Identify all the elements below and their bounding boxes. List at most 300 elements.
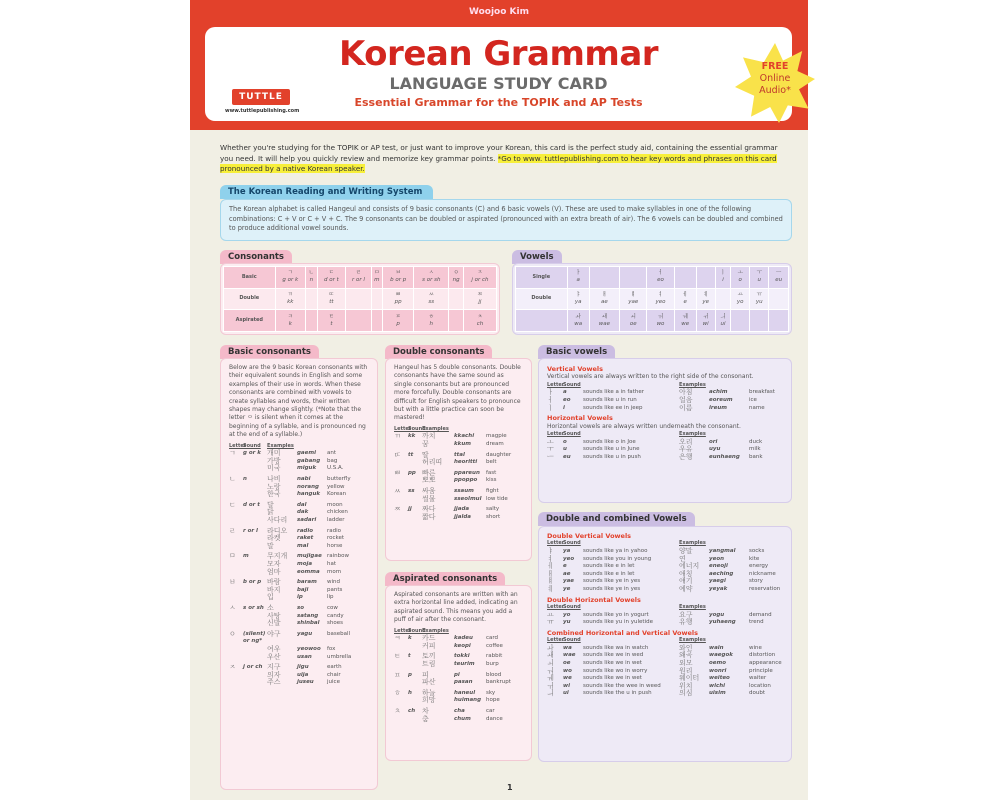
example-korean: 딸 — [422, 450, 429, 459]
spacer — [229, 672, 243, 680]
spacer — [243, 569, 267, 577]
example-romanization: yuhaeng — [709, 619, 736, 626]
example-korean: 꿈 — [422, 440, 429, 449]
example-korean: 얼음 — [679, 396, 693, 404]
example-meaning: kiss — [486, 477, 497, 484]
letter: ㅒ — [547, 577, 554, 586]
table-cell — [769, 288, 789, 310]
example-meaning: candy — [327, 612, 344, 619]
example-korean: 야구 — [267, 629, 281, 638]
letter: ㅕ — [547, 554, 554, 563]
example-romanization: satang — [297, 612, 319, 619]
sound: n — [243, 476, 247, 483]
spacer — [709, 431, 749, 439]
subtitle: LANGUAGE STUDY CARD — [389, 74, 608, 93]
hangeul-letter: ㅁ — [374, 270, 380, 277]
sound-description: sounds like we in wed — [583, 652, 644, 659]
spacer — [229, 679, 243, 687]
example-romanization: ttal — [454, 451, 465, 458]
example-korean: 싸움 — [422, 487, 436, 495]
example-korean: 한국 — [267, 490, 281, 499]
table-cell — [674, 288, 696, 310]
spacer — [229, 509, 243, 517]
hangeul-letter: ㅠ — [756, 291, 762, 298]
example-romanization: uyu — [709, 446, 721, 453]
example-romanization: ireum — [709, 404, 727, 411]
spacer — [229, 646, 243, 654]
letter: ㅑ — [547, 547, 554, 555]
double-consonants-examples — [394, 426, 523, 525]
table-cell — [647, 288, 674, 310]
sound-description: sounds like ye in yes — [583, 578, 641, 585]
example-korean: 바람 — [267, 578, 281, 587]
sound-description: sounds like ya in yahoo — [583, 548, 648, 554]
spacer — [408, 697, 422, 705]
example-romanization: yangmal — [709, 548, 736, 554]
example-meaning: juice — [327, 679, 340, 686]
column-header: Sound — [563, 637, 581, 644]
romanization: m — [374, 277, 380, 284]
column-header: Examples — [679, 637, 706, 644]
example-korean: 에너지 — [679, 562, 700, 571]
example-meaning: butterfly — [327, 476, 351, 483]
spacer — [229, 569, 243, 577]
hangeul-letter: ㄷ — [328, 270, 335, 277]
consonants-table-box — [220, 263, 500, 335]
row-label — [516, 310, 568, 332]
row-gap — [229, 687, 369, 690]
sound: eo — [563, 397, 571, 403]
hangeul-letter: ㅋ — [287, 313, 293, 320]
example-romanization: tokki — [454, 653, 470, 660]
example-korean: 와인 — [679, 643, 693, 652]
hangeul-letter: ㅍ — [395, 313, 401, 320]
example-meaning: car — [486, 707, 495, 714]
romanization: a — [576, 277, 580, 284]
example-korean: 말 — [267, 541, 274, 550]
sound-description: sounds like u in June — [583, 446, 640, 453]
example-meaning: salty — [486, 506, 500, 513]
example-korean: 짜다 — [422, 505, 436, 514]
spacer — [229, 465, 243, 473]
romanization: ye — [702, 298, 709, 305]
example-romanization: dak — [297, 509, 309, 516]
example-romanization: yeyak — [709, 585, 728, 592]
letter: ㅣ — [547, 403, 554, 412]
sound-description: sounds like e in let — [583, 563, 635, 570]
sound: kk — [408, 433, 416, 440]
example-meaning: baseball — [327, 630, 351, 637]
example-meaning: belt — [486, 459, 497, 466]
romanization: kk — [287, 298, 294, 305]
table-cell — [463, 310, 496, 332]
example-korean: 이름 — [679, 403, 693, 412]
example-meaning: appearance — [749, 659, 782, 666]
table-cell — [317, 267, 346, 289]
example-romanization: achim — [709, 389, 728, 396]
example-romanization: teurim — [454, 661, 475, 667]
example-meaning: horse — [327, 542, 343, 549]
example-meaning: ladder — [327, 517, 345, 523]
letter: ㅌ — [394, 652, 401, 661]
vowel-examples — [547, 540, 783, 593]
table-row — [516, 288, 789, 310]
example-romanization: yeon — [709, 555, 725, 562]
letter: ㅘ — [547, 643, 554, 652]
table-cell — [620, 267, 647, 289]
example-meaning: breakfast — [749, 389, 775, 396]
hangeul-letter: ㅙ — [601, 313, 608, 320]
spacer — [486, 628, 523, 636]
romanization: h — [429, 320, 434, 327]
spacer — [243, 679, 267, 687]
example-meaning: duck — [749, 438, 763, 445]
example-romanization: haneul — [454, 689, 476, 696]
hangeul-letter: ㅎ — [428, 313, 434, 320]
spacer — [408, 661, 422, 669]
spacer — [583, 637, 679, 645]
sound-description: sounds like wa in watch — [583, 644, 649, 651]
romanization: g or k — [282, 277, 299, 284]
table-cell — [750, 288, 769, 310]
hangeul-letter: ㅜ — [756, 270, 762, 277]
letter: ㅖ — [547, 584, 554, 593]
example-romanization: waegok — [709, 652, 733, 659]
sound: g or k — [243, 450, 261, 457]
example-romanization: gaemi — [297, 450, 316, 457]
letter: ㅅ — [229, 603, 236, 612]
hangeul-letter: ㄲ — [287, 291, 293, 298]
column-header: Examples — [422, 627, 449, 634]
group-title: Double Horizontal Vowels — [547, 595, 641, 604]
example-korean: 토끼 — [422, 652, 436, 661]
example-meaning: sky — [486, 689, 496, 696]
table-cell — [317, 310, 346, 332]
spacer — [749, 604, 783, 612]
sound: eu — [563, 453, 571, 460]
spacer — [297, 443, 327, 451]
example-meaning: pants — [327, 586, 343, 593]
spacer — [394, 496, 408, 504]
example-meaning: radio — [327, 527, 342, 534]
example-romanization: sadari — [297, 517, 317, 523]
sound-description: sounds like ee in jeep — [583, 404, 643, 411]
hangeul-letter: ㅣ — [720, 270, 726, 277]
table-cell — [750, 267, 769, 289]
spacer — [243, 654, 267, 662]
example-korean: 차 — [422, 706, 429, 715]
example-romanization: jigu — [297, 664, 309, 671]
row-label: Aspirated — [224, 310, 276, 332]
intro-highlight: *Go to www. tuttlepublishing.com to hear key words and phrases on this card pronounced by a native Korean speaker. — [220, 153, 777, 173]
example-korean: 위치 — [679, 681, 693, 690]
romanization: wo — [656, 320, 665, 327]
spacer — [408, 679, 422, 687]
example-romanization: uija — [297, 671, 309, 678]
example-meaning: distortion — [749, 652, 776, 659]
reading-box: The Korean alphabet is called Hangeul and consists of 9 basic consonants (C) and 6 basic vowels (V). These are used to make syllables in one of the following combinations: C + V or C + V + C. The 9 consonants can be doubled or aspirated (pronounced with an extra breath of air). The 6 vowels can be doubled and combined to produce additional vowel sounds. — [220, 199, 792, 241]
sound: i — [563, 404, 565, 411]
example-korean: 여우 — [267, 644, 281, 653]
example-romanization: so — [297, 604, 305, 611]
hangeul-letter: ㅃ — [395, 291, 401, 298]
example-romanization: dal — [297, 501, 307, 508]
example-romanization: eunhaeng — [709, 453, 740, 460]
basic-consonants-examples — [229, 443, 369, 690]
table-cell — [674, 267, 696, 289]
letter: ㅚ — [547, 658, 554, 667]
example-meaning: name — [749, 404, 765, 411]
hangeul-letter: ㅊ — [477, 313, 483, 320]
table-cell — [620, 310, 647, 332]
hangeul-letter: ㅓ — [657, 270, 664, 277]
example-meaning: reservation — [749, 585, 781, 592]
example-meaning: kite — [749, 555, 760, 562]
example-korean: 춤 — [422, 714, 429, 723]
spacer — [408, 514, 422, 522]
example-meaning: wind — [327, 579, 341, 586]
example-romanization: huimang — [454, 697, 482, 704]
spacer — [243, 535, 267, 543]
sound: ui — [563, 690, 569, 697]
example-korean: 희망 — [422, 696, 436, 705]
table-cell — [463, 288, 496, 310]
column-header: Sound — [563, 540, 581, 547]
example-meaning: Korean — [327, 491, 347, 498]
section-tab-double-combined-vowels: Double and combined Vowels — [538, 512, 695, 526]
example-meaning: dance — [486, 715, 503, 722]
example-korean: 빠른 — [422, 468, 436, 477]
sound: yeo — [563, 555, 575, 562]
spacer — [454, 426, 486, 434]
sound-description: sounds like e in let — [583, 570, 635, 577]
example-korean: 은행 — [679, 452, 693, 461]
free-audio-badge — [735, 61, 815, 97]
example-meaning: fight — [486, 488, 499, 494]
basic-consonants-box — [220, 358, 378, 790]
table-cell — [696, 267, 715, 289]
example-meaning: low tide — [486, 495, 508, 502]
sound: e — [563, 563, 567, 570]
table-cell — [346, 310, 371, 332]
header-banner — [190, 0, 808, 130]
example-meaning: shoes — [327, 620, 343, 627]
sound-description: sounds like the wee in weed — [583, 682, 661, 689]
sound: pp — [408, 469, 416, 476]
example-romanization: ppoppo — [454, 477, 478, 484]
example-romanization: uisim — [709, 690, 726, 697]
table-cell — [346, 288, 371, 310]
table-cell — [715, 310, 731, 332]
letter: ㅗ — [547, 437, 554, 446]
vowel-examples — [547, 382, 783, 412]
basic-consonants-text: Below are the 9 basic Korean consonants with their equivalent sounds in English and some examples of their use in words. When these consonants are combined with vowels to create syllables and words, their written shapes may change slightly. (*Note that the letter ㅇ is silent when it comes at the beginning of a syllable, and is pronounced ng at the end of a syllable.) — [229, 364, 368, 439]
spacer — [243, 646, 267, 654]
hangeul-letter: ㅏ — [575, 270, 581, 277]
column-header: Sound — [563, 431, 581, 437]
example-korean: 입 — [267, 593, 274, 602]
example-romanization: chum — [454, 715, 471, 722]
example-romanization: ori — [709, 438, 718, 445]
hangeul-letter: ㅖ — [702, 291, 709, 298]
group-title: Horizontal Vowels — [547, 414, 613, 423]
romanization: s or sh — [422, 277, 441, 284]
spacer — [394, 661, 408, 669]
example-meaning: chicken — [327, 509, 348, 516]
aspirated-consonants-examples — [394, 628, 523, 727]
column-header: Examples — [422, 425, 449, 432]
example-romanization: jjalda — [454, 513, 472, 520]
example-korean: 트림 — [422, 660, 436, 668]
table-cell — [589, 310, 619, 332]
example-romanization: aeching — [709, 570, 734, 577]
example-korean: 무지개 — [267, 552, 288, 561]
sound: a — [563, 389, 567, 396]
romanization: yu — [755, 298, 763, 305]
vowels-table-box — [512, 263, 792, 335]
example-romanization: wichi — [709, 682, 726, 689]
example-meaning: short — [486, 513, 501, 520]
sound-description: sounds like a in father — [583, 389, 644, 396]
spacer — [229, 535, 243, 543]
spacer — [454, 628, 486, 636]
column-header: Sound — [243, 442, 261, 449]
romanization: wi — [702, 320, 709, 327]
sound-description: sounds like ye in yes — [583, 585, 641, 592]
letter: ㅉ — [394, 505, 401, 514]
hangeul-letter: ㅂ — [395, 270, 401, 277]
letter: ㄹ — [229, 526, 236, 535]
letter: ㄴ — [229, 475, 236, 484]
sound-description: sounds like yo in yogurt — [583, 611, 649, 618]
table-cell — [275, 310, 306, 332]
spacer — [229, 620, 243, 628]
example-romanization: ssaum — [454, 488, 474, 494]
letter: ㅔ — [547, 562, 554, 571]
romanization: e — [683, 298, 687, 305]
sound: b or p — [243, 579, 262, 586]
consonants-table — [223, 266, 497, 332]
example-meaning: story — [749, 578, 763, 585]
example-korean: 신발 — [267, 619, 281, 628]
spacer — [394, 716, 408, 724]
spacer — [229, 543, 243, 551]
sound-description: sounds like we in wet — [583, 659, 642, 666]
example-meaning: coffee — [486, 642, 503, 649]
table-cell — [414, 267, 449, 289]
example-meaning: wine — [749, 644, 762, 651]
letter: ㅆ — [394, 487, 401, 495]
table-cell — [674, 310, 696, 332]
sound: d or t — [243, 501, 260, 508]
spacer — [709, 540, 749, 548]
table-cell — [731, 310, 750, 332]
table-cell — [414, 310, 449, 332]
hangeul-letter: ㅞ — [682, 313, 688, 320]
example-korean: 노랑 — [267, 482, 281, 491]
example-korean: 양말 — [679, 547, 693, 555]
spacer — [583, 540, 679, 548]
hangeul-letter: ㅘ — [575, 313, 581, 320]
spacer — [709, 382, 749, 390]
table-cell — [750, 310, 769, 332]
example-romanization: moja — [297, 560, 313, 567]
hangeul-letter: ㅈ — [477, 270, 483, 277]
example-romanization: baji — [297, 586, 309, 593]
example-korean: 주스 — [267, 678, 281, 687]
letter: ㅎ — [394, 688, 401, 697]
sound: yu — [563, 619, 571, 626]
example-korean: 얘기 — [679, 577, 693, 586]
spacer — [229, 587, 243, 595]
table-cell — [647, 267, 674, 289]
romanization: ae — [600, 298, 608, 305]
example-romanization: oemo — [709, 659, 727, 666]
spacer — [394, 459, 408, 467]
table-cell — [567, 267, 589, 289]
example-korean: 미국 — [267, 464, 281, 473]
letter: ㅞ — [547, 674, 554, 683]
column-header: Examples — [679, 381, 706, 388]
romanization: we — [681, 320, 690, 327]
hangeul-letter: ㄱ — [287, 270, 293, 277]
table-cell — [346, 267, 371, 289]
example-meaning: blood — [486, 671, 502, 678]
spacer — [583, 431, 679, 439]
column-header: Sound — [563, 381, 581, 388]
letter: ㅋ — [394, 634, 401, 643]
example-korean: 카드 — [422, 634, 436, 643]
letter: ㅇ — [229, 629, 236, 638]
example-korean: 가방 — [267, 456, 281, 465]
spacer — [408, 496, 422, 504]
double-consonants-text: Hangeul has 5 double consonants. Double consonants have the same sound as single consonants but are pronounced more forcefully. Double consonants are difficult for English speakers to pronounce but with a little practice can soon be mastered! — [394, 364, 521, 422]
spacer — [408, 716, 422, 724]
hangeul-letter: ㅅ — [428, 270, 434, 277]
sound-description: sounds like we in wet — [583, 675, 642, 682]
vowel-examples — [547, 604, 783, 627]
romanization: yeo — [655, 298, 666, 305]
table-cell — [567, 310, 589, 332]
example-romanization: usan — [297, 653, 312, 660]
spacer — [243, 594, 267, 602]
spacer — [408, 441, 422, 449]
double-vowels-box — [538, 526, 792, 762]
example-meaning: earth — [327, 664, 342, 671]
table-cell — [696, 310, 715, 332]
sound: m — [243, 553, 249, 560]
letter: ㅜ — [547, 445, 554, 454]
sound: ae — [563, 570, 571, 577]
spacer — [243, 491, 267, 499]
romanization: ya — [574, 298, 582, 305]
sound: wi — [563, 682, 570, 689]
sound: k — [408, 635, 412, 642]
sound: wae — [563, 652, 576, 659]
spacer — [229, 654, 243, 662]
sound: yo — [563, 611, 571, 618]
group-title: Combined Horizontal and Vertical Vowels — [547, 628, 698, 637]
example-meaning: U.S.A. — [327, 465, 344, 472]
title: Korean Grammar — [338, 34, 659, 74]
spacer — [408, 477, 422, 485]
intro-paragraph — [220, 143, 792, 175]
letter: ㅍ — [394, 670, 401, 679]
table-cell — [769, 310, 789, 332]
example-korean: 뽀뽀 — [422, 476, 436, 485]
sound: (silent) or ng* — [243, 630, 266, 645]
letter: ㅙ — [547, 651, 554, 660]
